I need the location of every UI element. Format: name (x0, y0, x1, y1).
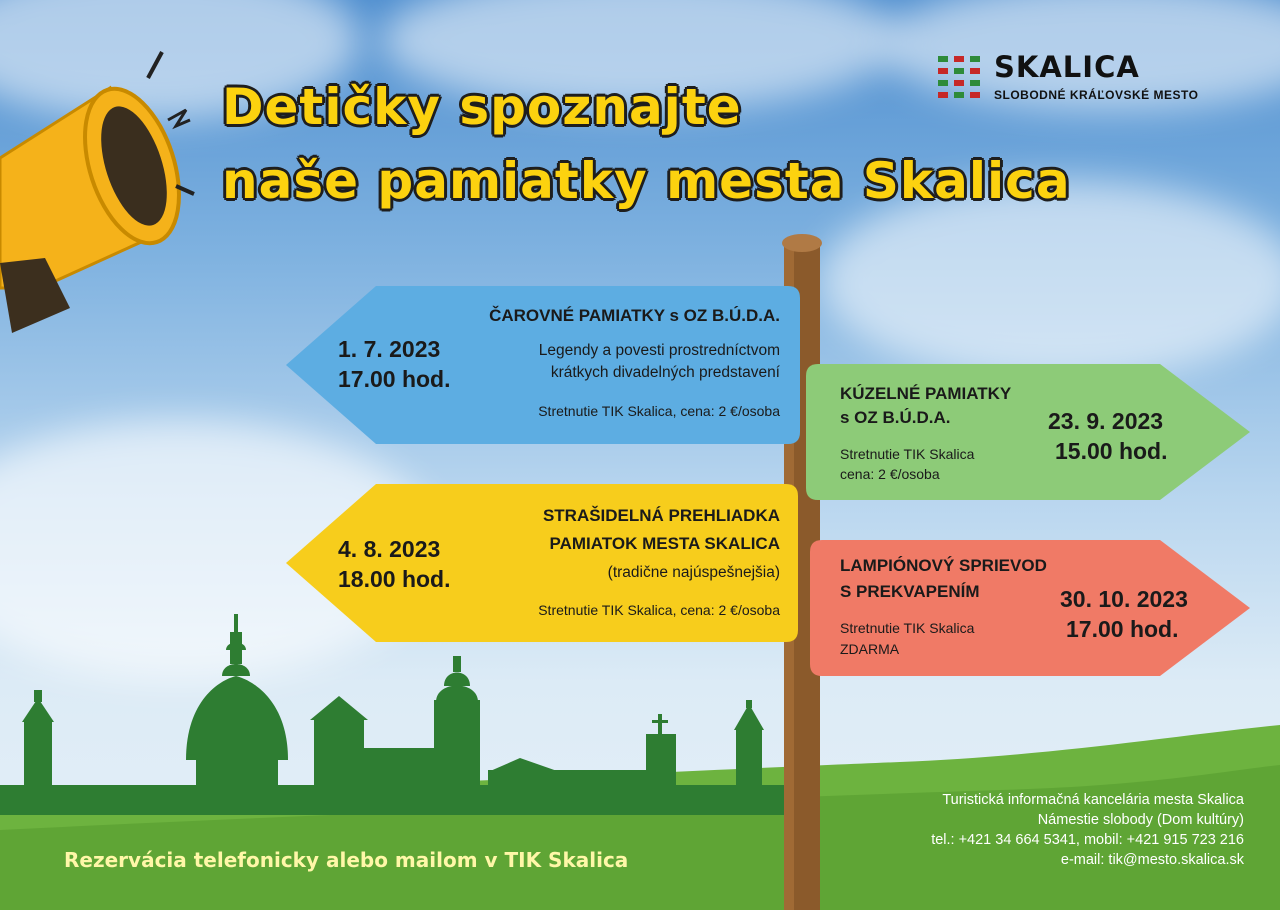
sign-yellow-title-line1: STRAŠIDELNÁ PREHLIADKA (542, 506, 780, 525)
town-skyline (0, 614, 785, 815)
contact-block (931, 790, 1244, 870)
poster-title-line2: naše pamiatky mesta Skalica (222, 152, 1071, 210)
sign-red-date: 30. 10. 2023 (1060, 586, 1188, 612)
sign-green-title-line2: s OZ B.Ú.D.A. (840, 408, 951, 427)
sign-green-meeting-line2: cena: 2 €/osoba (840, 466, 940, 482)
reservation-note: Rezervácia telefonicky alebo mailom v TIK Skalica (64, 848, 629, 872)
sign-yellow-meeting: Stretnutie TIK Skalica, cena: 2 €/osoba (538, 602, 780, 618)
sign-blue-desc-line1: Legendy a povesti prostredníctvom (538, 342, 780, 359)
contact-line3: tel.: +421 34 664 5341, mobil: +421 915 723 216 (931, 832, 1244, 848)
sign-green-date: 23. 9. 2023 (1048, 408, 1164, 434)
contact-line2: Námestie slobody (Dom kultúry) (1037, 812, 1244, 828)
sign-yellow-date: 4. 8. 2023 (338, 536, 441, 562)
sign-red-meeting-line1: Stretnutie TIK Skalica (840, 620, 975, 636)
skalica-logo (936, 52, 1236, 104)
contact-line1: Turistická informačná kancelária mesta Skalica (942, 792, 1244, 808)
sign-green-meeting-line1: Stretnutie TIK Skalica (840, 446, 975, 462)
sign-red-time: 17.00 hod. (1066, 616, 1179, 642)
sign-blue-date: 1. 7. 2023 (338, 336, 441, 362)
sign-yellow-title-line2: PAMIATOK MESTA SKALICA (549, 534, 780, 553)
contact-line4: e-mail: tik@mesto.skalica.sk (1060, 852, 1244, 868)
sign-yellow-desc: (tradične najúspešnejšia) (607, 564, 780, 581)
sign-blue-time: 17.00 hod. (338, 366, 451, 392)
sign-blue-title: ČAROVNÉ PAMIATKY s OZ B.Ú.D.A. (489, 306, 780, 325)
sign-blue-desc-line2: krátkych divadelných predstavení (550, 364, 780, 381)
sign-red-title-line1: LAMPIÓNOVÝ SPRIEVOD (840, 556, 1047, 575)
logo-name: SKALICA (994, 50, 1140, 84)
megaphone-icon (0, 48, 200, 338)
logo-subtitle: SLOBODNÉ KRÁĽOVSKÉ MESTO (994, 88, 1199, 102)
sign-red-title-line2: S PREKVAPENÍM (840, 582, 980, 601)
sign-green-time: 15.00 hod. (1055, 438, 1168, 464)
skalica-logo-grid-icon (936, 54, 986, 102)
sign-yellow-time: 18.00 hod. (338, 566, 451, 592)
sign-red-meeting-line2: ZDARMA (840, 641, 900, 657)
poster-title-line1: Detičky spoznajte (222, 78, 742, 136)
sign-blue-meeting: Stretnutie TIK Skalica, cena: 2 €/osoba (538, 403, 780, 419)
sign-green-title-line1: KÚZELNÉ PAMIATKY (840, 384, 1012, 403)
